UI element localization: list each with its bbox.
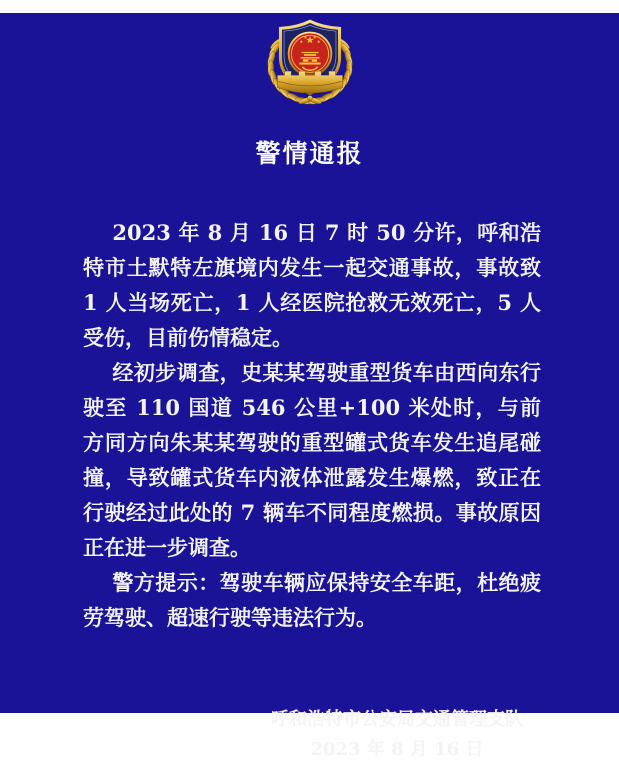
notice-body bbox=[83, 215, 541, 635]
badge-great-wall-base bbox=[277, 71, 342, 105]
badge-national-emblem bbox=[288, 32, 331, 75]
signature-issuer: 呼和浩特市公安局交通管理支队 bbox=[271, 709, 523, 730]
police-notice-page bbox=[0, 13, 619, 760]
notice-title: 警情通报 bbox=[255, 139, 364, 168]
china-police-emblem-icon bbox=[254, 13, 366, 110]
paragraph-investigation-details: 经初步调查，史某某驾驶重型货车由西向东行驶至 110 国道 546 公里+100 米处时，与前方同方向朱某某驾驶的重型罐式货车发生追尾碰撞，导致罐式货车内液体泄露发生爆燃，致正在行驶经过此处的 7 辆车不同程度燃损。事故原因正在进一步调查。 bbox=[83, 360, 541, 560]
signature-block bbox=[271, 705, 523, 765]
paragraph-incident-summary: 2023 年 8 月 16 日 7 时 50 分许，呼和浩特市土默特左旗境内发生一起交通事故，事故致 1 人当场死亡，1 人经医院抢救无效死亡，5 人受伤，目前伤情稳定。 bbox=[83, 220, 541, 350]
paragraph-police-reminder: 警方提示：驾驶车辆应保持安全车距，杜绝疲劳驾驶、超速行驶等违法行为。 bbox=[83, 570, 541, 630]
signature-date: 2023 年 8 月 16 日 bbox=[310, 739, 484, 760]
